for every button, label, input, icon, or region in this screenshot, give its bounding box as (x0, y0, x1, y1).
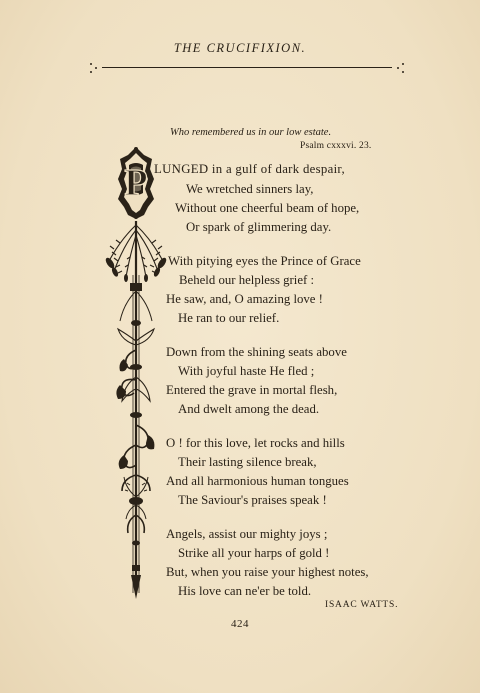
rule-line (102, 67, 392, 68)
epigraph: Who remembered us in our low estate. (170, 127, 332, 138)
running-head: THE CRUCIFIXION. (173, 41, 307, 55)
rule-dot (402, 63, 404, 65)
rule-dot (90, 71, 92, 73)
drop-cap-ornament (100, 145, 172, 600)
drop-cap-letter: P (124, 162, 148, 204)
poem-line: And all harmonious human tongues (166, 474, 349, 488)
poem-line: Or spark of glimmering day. (186, 220, 332, 234)
poem-line: Down from the shining seats above (166, 345, 347, 359)
author-attribution: ISAAC WATTS. (325, 600, 399, 610)
poem-line: LUNGED in a gulf of dark despair, (154, 162, 345, 176)
poem-line: Strike all your harps of gold ! (178, 546, 330, 560)
page-number: 424 (231, 618, 249, 630)
poem-line: Without one cheerful beam of hope, (175, 201, 360, 215)
poem-line: He ran to our relief. (178, 311, 280, 325)
rule-dot (95, 67, 97, 69)
sheaf-band (130, 283, 142, 291)
poem-line: We wretched sinners lay, (186, 182, 314, 196)
rule-dot (402, 71, 404, 73)
rule-dot (397, 67, 399, 69)
poem-line: With pitying eyes the Prince of Grace (168, 254, 361, 268)
poem-line: O ! for this love, let rocks and hills (166, 436, 345, 450)
rule-dot (90, 63, 92, 65)
poem-line: But, when you raise your highest notes, (166, 565, 369, 579)
poem-line: Angels, assist our mighty joys ; (166, 527, 328, 541)
poem-line: Beheld our helpless grief : (179, 273, 315, 287)
poem-line: Entered the grave in mortal flesh, (166, 383, 338, 397)
poem-line: The Saviour's praises speak ! (178, 493, 327, 507)
poem-line: Their lasting silence break, (178, 455, 317, 469)
poem-line: He saw, and, O amazing love ! (166, 292, 323, 306)
poem-line: And dwelt among the dead. (178, 402, 320, 416)
stem-terminal (131, 565, 141, 599)
epigraph-citation: Psalm cxxxvi. 23. (300, 141, 372, 151)
poem-line: His love can ne'er be told. (178, 584, 312, 598)
poem-line: With joyful haste He fled ; (178, 364, 315, 378)
header-rule (88, 60, 406, 78)
